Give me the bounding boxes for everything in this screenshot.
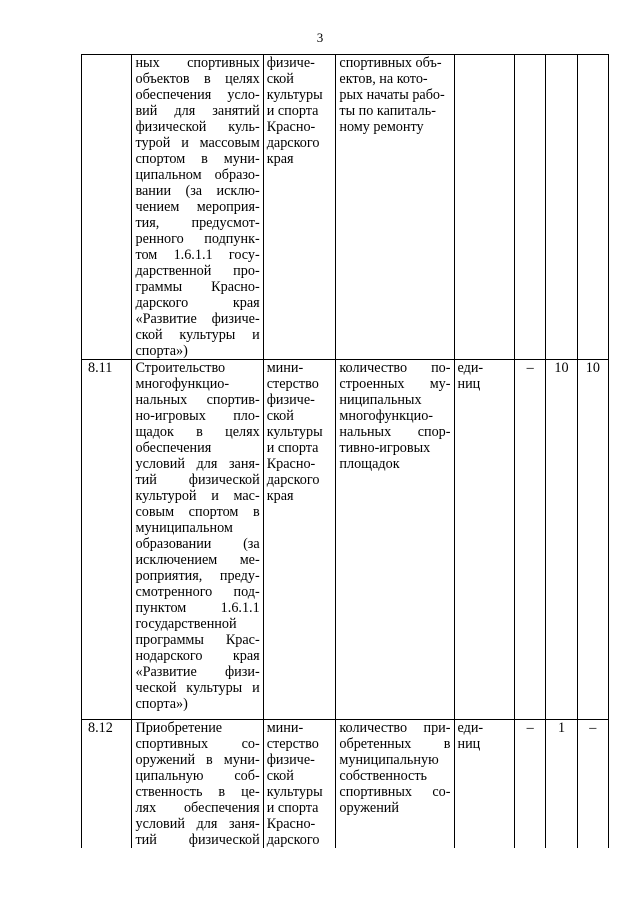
value-cell: – — [515, 720, 546, 849]
text-line: ниципальных — [339, 392, 422, 408]
text-line: спортивных со- — [135, 736, 260, 752]
text-line: совым спортом в — [135, 504, 260, 520]
text-line: нальных спортив- — [135, 392, 260, 408]
text-line: ниц — [457, 376, 481, 392]
text-line: ской — [266, 768, 294, 784]
text-line: Приобретение — [135, 720, 223, 736]
text-line: строенных му- — [339, 376, 451, 392]
event-name-cell — [132, 55, 263, 360]
text-line: спорта») — [135, 696, 188, 712]
text-line: муниципальную — [339, 752, 439, 768]
text-line: муниципальном — [135, 520, 233, 536]
text-line: ты по капиталь- — [339, 103, 436, 119]
event-name-cell — [132, 720, 263, 849]
text-line: нодарского края — [135, 648, 260, 664]
text-line: количество при- — [339, 720, 451, 736]
value-cell: 1 — [546, 720, 577, 849]
text-line: культуры — [266, 784, 323, 800]
text-line: тивно-игровых — [339, 440, 431, 456]
unit-cell — [454, 55, 515, 360]
text-line: обретенных в — [339, 736, 451, 752]
value-cell: 10 — [577, 360, 608, 720]
text-line: но-игровых пло- — [135, 408, 260, 424]
text-line: рых начаты рабо- — [339, 87, 445, 103]
table-row — [82, 55, 609, 360]
text-line: еди- — [457, 720, 484, 736]
text-line: физиче- — [266, 392, 315, 408]
text-line: ской — [266, 71, 294, 87]
text-line: ской — [266, 408, 294, 424]
executor-cell — [263, 55, 336, 360]
text-line: спорта») — [135, 343, 188, 359]
document-table — [81, 54, 609, 848]
text-line: обеспечения усло- — [135, 87, 260, 103]
text-line: площадок — [339, 456, 400, 472]
text-line: объектов в целях — [135, 71, 260, 87]
row-number-cell — [82, 55, 132, 360]
text-line: ниц — [457, 736, 481, 752]
text-line: граммы Красно- — [135, 279, 260, 295]
text-line: ектов, на кото- — [339, 71, 428, 87]
text-line: физиче- — [266, 752, 315, 768]
text-line: ципальном образо- — [135, 167, 260, 183]
text-line: образовании (за — [135, 536, 260, 552]
text-line: Красно- — [266, 119, 316, 135]
text-line: стерство — [266, 736, 319, 752]
text-line: культуры — [266, 87, 323, 103]
text-line: тия, предусмот- — [135, 215, 260, 231]
text-line: многофункцио- — [339, 408, 434, 424]
text-line: мини- — [266, 720, 304, 736]
text-line: роприятия, преду- — [135, 568, 260, 584]
text-line: дарского — [266, 135, 320, 151]
unit-cell — [454, 720, 515, 849]
text-line: тий физической — [135, 472, 260, 488]
event-name-cell — [132, 360, 263, 720]
text-line: и спорта — [266, 800, 319, 816]
text-line: вании (за исклю- — [135, 183, 260, 199]
text-line: края — [266, 151, 294, 167]
indicator-cell — [336, 55, 454, 360]
value-cell — [515, 55, 546, 360]
text-line: и спорта — [266, 103, 319, 119]
text-line: ческой культуры и — [135, 680, 260, 696]
text-line: собственность — [339, 768, 428, 784]
indicator-cell — [336, 360, 454, 720]
text-line: турой и массовым — [135, 135, 260, 151]
value-cell — [577, 55, 608, 360]
text-line: «Развитие физиче- — [135, 311, 260, 327]
text-line: спортом в муни- — [135, 151, 260, 167]
text-line: культурой и мас- — [135, 488, 260, 504]
text-line: культуры — [266, 424, 323, 440]
indicator-cell — [336, 720, 454, 849]
text-line: ственность в це- — [135, 784, 260, 800]
text-line: ципальную соб- — [135, 768, 260, 784]
executor-cell — [263, 720, 336, 849]
text-line: количество по- — [339, 360, 451, 376]
text-line: исключением ме- — [135, 552, 260, 568]
text-line: условий для заня- — [135, 456, 260, 472]
value-cell — [546, 55, 577, 360]
text-line: вий для занятий — [135, 103, 260, 119]
text-line: тий физической — [135, 832, 260, 848]
text-line: ных спортивных — [135, 55, 260, 71]
text-line: дарского — [266, 832, 320, 848]
text-line: Красно- — [266, 816, 316, 832]
text-line: щадок в целях — [135, 424, 260, 440]
text-line: обеспечения — [135, 440, 212, 456]
text-line: ному ремонту — [339, 119, 424, 135]
text-line: чением мероприя- — [135, 199, 260, 215]
text-line: том 1.6.1.1 госу- — [135, 247, 260, 263]
row-number-cell: 8.11 — [82, 360, 132, 720]
text-line: края — [266, 488, 294, 504]
value-cell: – — [577, 720, 608, 849]
executor-cell — [263, 360, 336, 720]
text-line: программы Крас- — [135, 632, 260, 648]
text-line: Красно- — [266, 456, 316, 472]
text-line: смотренного под- — [135, 584, 260, 600]
text-line: оружений — [339, 800, 399, 816]
text-line: физической куль- — [135, 119, 260, 135]
text-line: государственной — [135, 616, 237, 632]
text-line: спортивных объ- — [339, 55, 442, 71]
text-line: оружений в муни- — [135, 752, 260, 768]
text-line: лях обеспечения — [135, 800, 260, 816]
text-line: дарственной про- — [135, 263, 260, 279]
page-number: 3 — [316, 30, 324, 45]
value-cell: 10 — [546, 360, 577, 720]
table-row — [82, 720, 609, 849]
text-line: физиче- — [266, 55, 315, 71]
text-line: дарского — [266, 472, 320, 488]
row-number-cell: 8.12 — [82, 720, 132, 849]
text-line: нальных спор- — [339, 424, 451, 440]
table-row — [82, 360, 609, 720]
text-line: ренного подпунк- — [135, 231, 260, 247]
text-line: мини- — [266, 360, 304, 376]
text-line: пунктом 1.6.1.1 — [135, 600, 260, 616]
text-line: многофункцио- — [135, 376, 230, 392]
text-line: спортивных со- — [339, 784, 451, 800]
text-line: еди- — [457, 360, 484, 376]
text-line: дарского края — [135, 295, 260, 311]
value-cell: – — [515, 360, 546, 720]
unit-cell — [454, 360, 515, 720]
text-line: и спорта — [266, 440, 319, 456]
text-line: ской культуры и — [135, 327, 260, 343]
text-line: условий для заня- — [135, 816, 260, 832]
text-line: стерство — [266, 376, 319, 392]
text-line: «Развитие физи- — [135, 664, 260, 680]
text-line: Строительство — [135, 360, 226, 376]
